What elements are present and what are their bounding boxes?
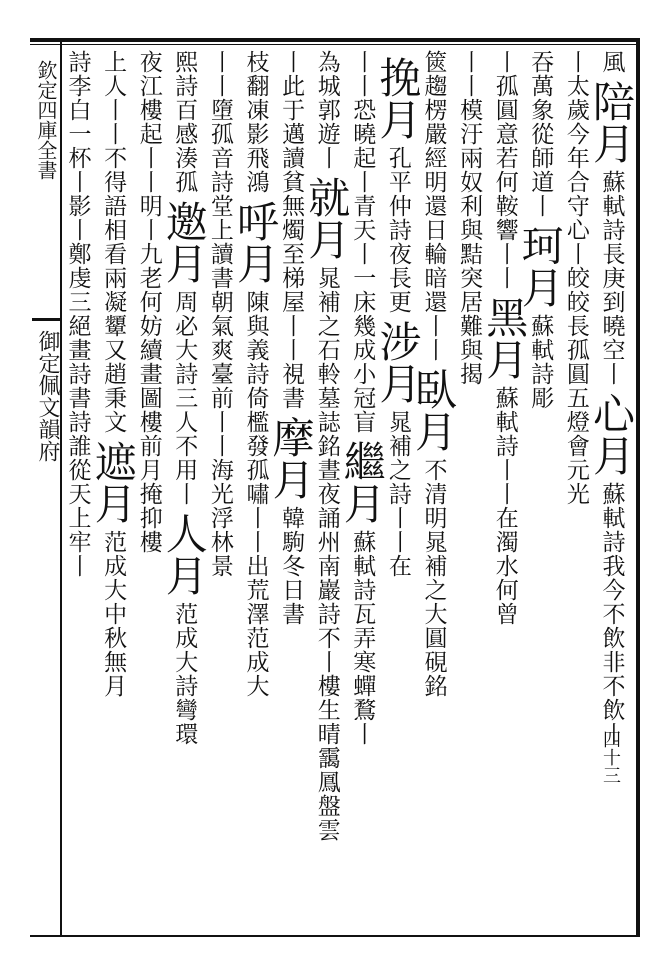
entry-headword: 臥月 [409,368,458,452]
entry-text: 不清明晁補之大圓硯銘 [420,458,447,698]
text-column [373,50,423,930]
entry-text: 丨太歲今年合守心 [562,50,589,242]
entry-text: 讀貧無燭至梯屋丨丨視書 [278,146,305,410]
entry-headword: 邀月 [159,200,209,284]
entry-text: 篋趨楞嚴經明還日輪暗還丨丨 [420,50,447,362]
text-column [454,50,484,930]
text-column [266,50,316,930]
entry-text: 孔平仲詩夜長更 [384,146,411,314]
entry-text: 蘇軾詩長庚到曉空丨 [598,170,625,386]
entry-text: 為城郭遊丨 [313,50,340,170]
entry-text: 丨丨模汙兩奴利與黠突居難與揭 [456,50,483,386]
page-number: 四十三 [600,730,621,784]
top-border-rule [30,38,640,42]
entry-text: 熙詩百感湊孤 [171,50,198,194]
text-column [337,50,387,930]
entry-text: 詩誰從天上牢丨 [64,410,91,578]
entry-text: 蘇軾詩瓦弄寒蟬鶩丨 [349,530,376,746]
entry-text: 周必大詩三人不用丨 [171,290,198,506]
text-column [159,50,209,930]
entry-headword: 呼月 [231,200,280,284]
entry-headword: 遮月 [88,440,138,524]
entry-text: 蘇軾詩彫 [527,314,554,410]
entry-text: 韓駒冬日書 [278,506,305,626]
entry-text: 蘇軾詩我今不飲非不飲丨 [598,482,625,746]
text-column [515,50,565,930]
entry-text: 范成大中秋無月 [100,530,127,698]
text-column [409,50,458,930]
text-column [231,50,280,930]
entry-headword: 摩月 [266,416,316,500]
text-column [204,50,234,930]
entry-text: 丨樓生晴靄鳳盤雲 [313,650,340,842]
entry-headword: 涉月 [373,320,423,404]
entry-text: 丨皎皎長孤圓五燈會元光 [562,242,589,506]
entry-text: 丨丨墮孤音 [206,50,233,170]
entry-headword: 陪月 [587,80,636,164]
entry-text: 明丨九老何妨續畫圖 [135,194,162,410]
right-border-rule [636,38,640,937]
entry-text: 蘇軾詩丨丨在濁水何曾 [491,386,518,626]
entry-text: 鞍響丨丨 [491,194,518,290]
entry-text: 風 [598,50,625,74]
entry-text: 吞萬象從師道丨 [527,50,554,218]
text-column [62,50,92,930]
book-title: 御定佩文韻府 [35,330,60,462]
text-column [88,50,138,930]
entry-text: 晁補之詩丨丨在 [384,410,411,578]
entry-headword: 珂月 [515,224,565,308]
text-column [302,50,352,930]
top-inner-rule [30,44,640,45]
text-column [560,50,590,930]
entry-text: 枝翻凍影飛鴻 [242,50,269,194]
entry-headword: 黑月 [480,296,530,380]
fish-tail-mark [32,318,60,321]
entry-text: 丨此于邁 [278,50,305,146]
entry-text: 一床幾成小冠盲 [349,266,376,434]
bottom-border-rule [30,935,640,937]
entry-text: 詩李白一杯丨影丨鄭虔三絕畫詩書 [64,50,91,410]
text-column [587,50,636,930]
entry-text: 范成大詩彎環 [171,602,198,746]
entry-text: 夜江樓起丨丨 [135,50,162,194]
entry-text: 陳與義詩倚檻發孤嘯丨丨出荒澤范成大 [242,290,269,698]
entry-headword: 就月 [302,176,352,260]
text-column [133,50,163,930]
entry-text: 上人丨丨不得語相看兩凝顰又趙秉文 [100,50,127,434]
entry-text: 樓前月掩抑樓 [135,410,162,554]
entry-text: 丨丨恐曉起丨青天丨 [349,50,376,266]
entry-headword: 人月 [159,512,209,596]
entry-text: 丨孤圓意若何 [491,50,518,194]
entry-headword: 繼月 [337,440,387,524]
running-head: 欽定四庫全書 [34,60,58,180]
entry-text: 詩堂上讀書朝氣爽臺前丨丨海光浮林景 [206,170,233,578]
entry-headword: 心月 [587,392,636,476]
entry-headword: 挽月 [373,56,423,140]
text-column [480,50,530,930]
entry-text: 晁補之石軨墓誌銘晝夜誦 [313,266,340,530]
entry-text: 州南巖詩不 [313,530,340,650]
